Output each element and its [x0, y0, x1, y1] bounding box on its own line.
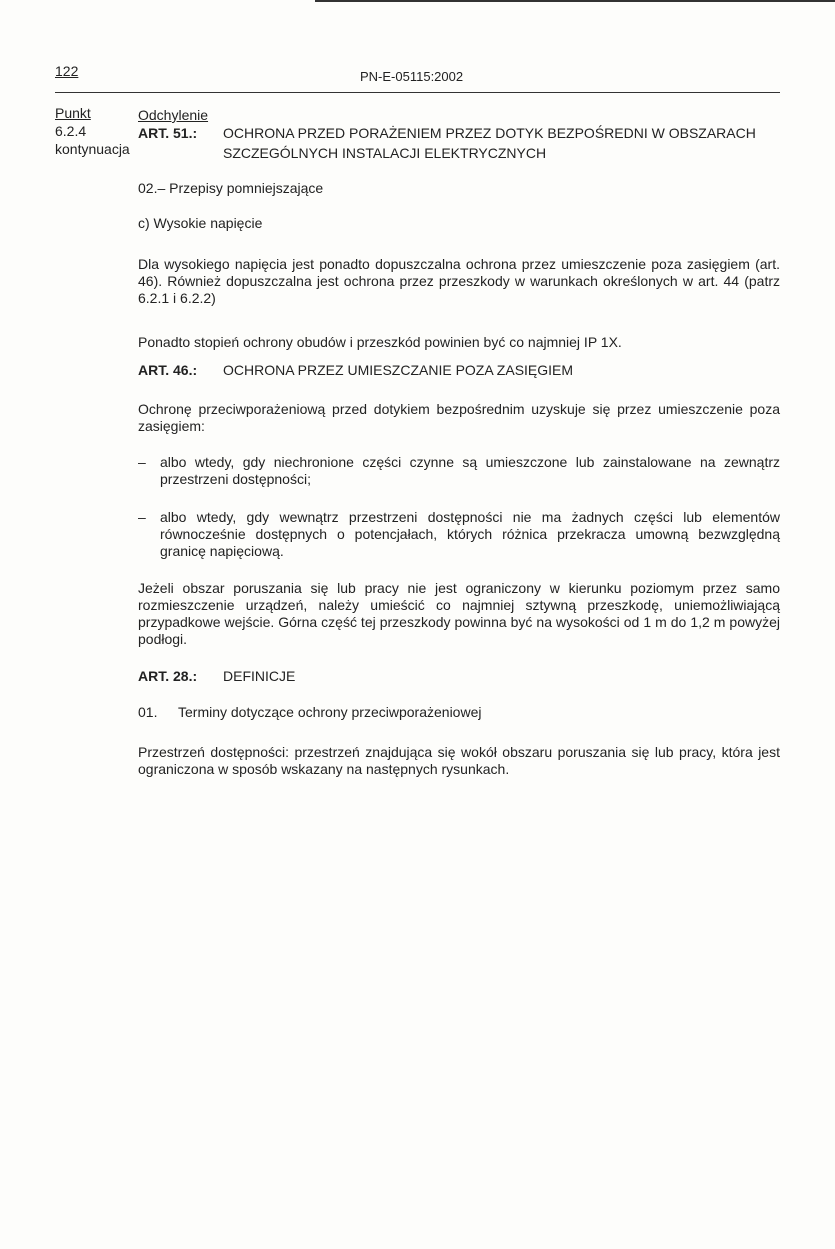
bullet-dash: –	[138, 454, 146, 470]
term-01-number: 01.	[138, 704, 158, 720]
bullet-text: albo wtedy, gdy niechronione części czynne są umieszczone lub zainstalowane na zewnątrz przestrzeni dostępności;	[160, 454, 780, 487]
continuation-label: kontynuacja	[55, 141, 130, 157]
bullet-dash: –	[138, 509, 146, 525]
page-number: 122	[55, 63, 79, 79]
art51-title-line2: SZCZEGÓLNYCH INSTALACJI ELEKTRYCZNYCH	[223, 145, 547, 161]
term-01	[138, 704, 481, 721]
subsection-02: 02.– Przepisy pomniejszające	[138, 180, 324, 196]
art46-heading	[138, 362, 573, 379]
point-column-label: Punkt	[55, 105, 91, 121]
art51-label: ART. 51.:	[138, 125, 198, 141]
header-rule	[55, 92, 780, 93]
standard-code: PN-E-05115:2002	[360, 69, 464, 84]
art46-title: OCHRONA PRZEZ UMIESZCZANIE POZA ZASIĘGIEM	[223, 362, 574, 378]
art28-heading	[138, 668, 295, 685]
paragraph-high-voltage: Dla wysokiego napięcia jest ponadto dopuszczalna ochrona przez umieszczenie poza zasięgiem (art. 46). Również dopuszczalna jest ochrona przez przeszkody w warunkach określonych w art. 44 (patrz 6.2.1 i 6.2.2)	[138, 256, 780, 306]
art51-heading	[138, 125, 756, 142]
paragraph-protection: Ochronę przeciwporażeniową przed dotykiem bezpośrednim uzyskuje się przez umieszczenie poza zasięgiem:	[138, 401, 780, 434]
paragraph-definition: Przestrzeń dostępności: przestrzeń znajdująca się wokół obszaru poruszania się lub pracy, która jest ograniczona w sposób wskazany na następnych rysunkach.	[138, 744, 780, 777]
art51-title-line1: OCHRONA PRZED PORAŻENIEM PRZEZ DOTYK BEZPOŚREDNI W OBSZARACH	[223, 125, 756, 141]
art28-title: DEFINICJE	[223, 668, 296, 684]
subsection-c: c) Wysokie napięcie	[138, 215, 263, 231]
term-01-text: Terminy dotyczące ochrony przeciwporażeniowej	[178, 704, 482, 720]
deviation-column-label: Odchylenie	[138, 107, 209, 123]
art46-label: ART. 46.:	[138, 362, 198, 378]
bullet-text: albo wtedy, gdy wewnątrz przestrzeni dostępności nie ma żadnych części lub elementów równocześnie dostępnych o potencjałach, których różnica przekracza umowną bezwzględną granicę napięciową.	[160, 509, 780, 559]
art28-label: ART. 28.:	[138, 668, 198, 684]
point-number: 6.2.4	[55, 123, 87, 139]
paragraph-ip-rating: Ponadto stopień ochrony obudów i przeszkód powinien być co najmniej IP 1X.	[138, 334, 622, 350]
paragraph-obstacle: Jeżeli obszar poruszania się lub pracy nie jest ograniczony w kierunku poziomym przez samo rozmieszczenie urządzeń, należy umieścić co najmniej sztywną przeszkodę, uniemożliwiającą przypadkowe wejście. Górna część tej przeszkody powinna być na wysokości od 1 m do 1,2 m powyżej podłogi.	[138, 580, 780, 647]
top-rule	[315, 0, 835, 2]
